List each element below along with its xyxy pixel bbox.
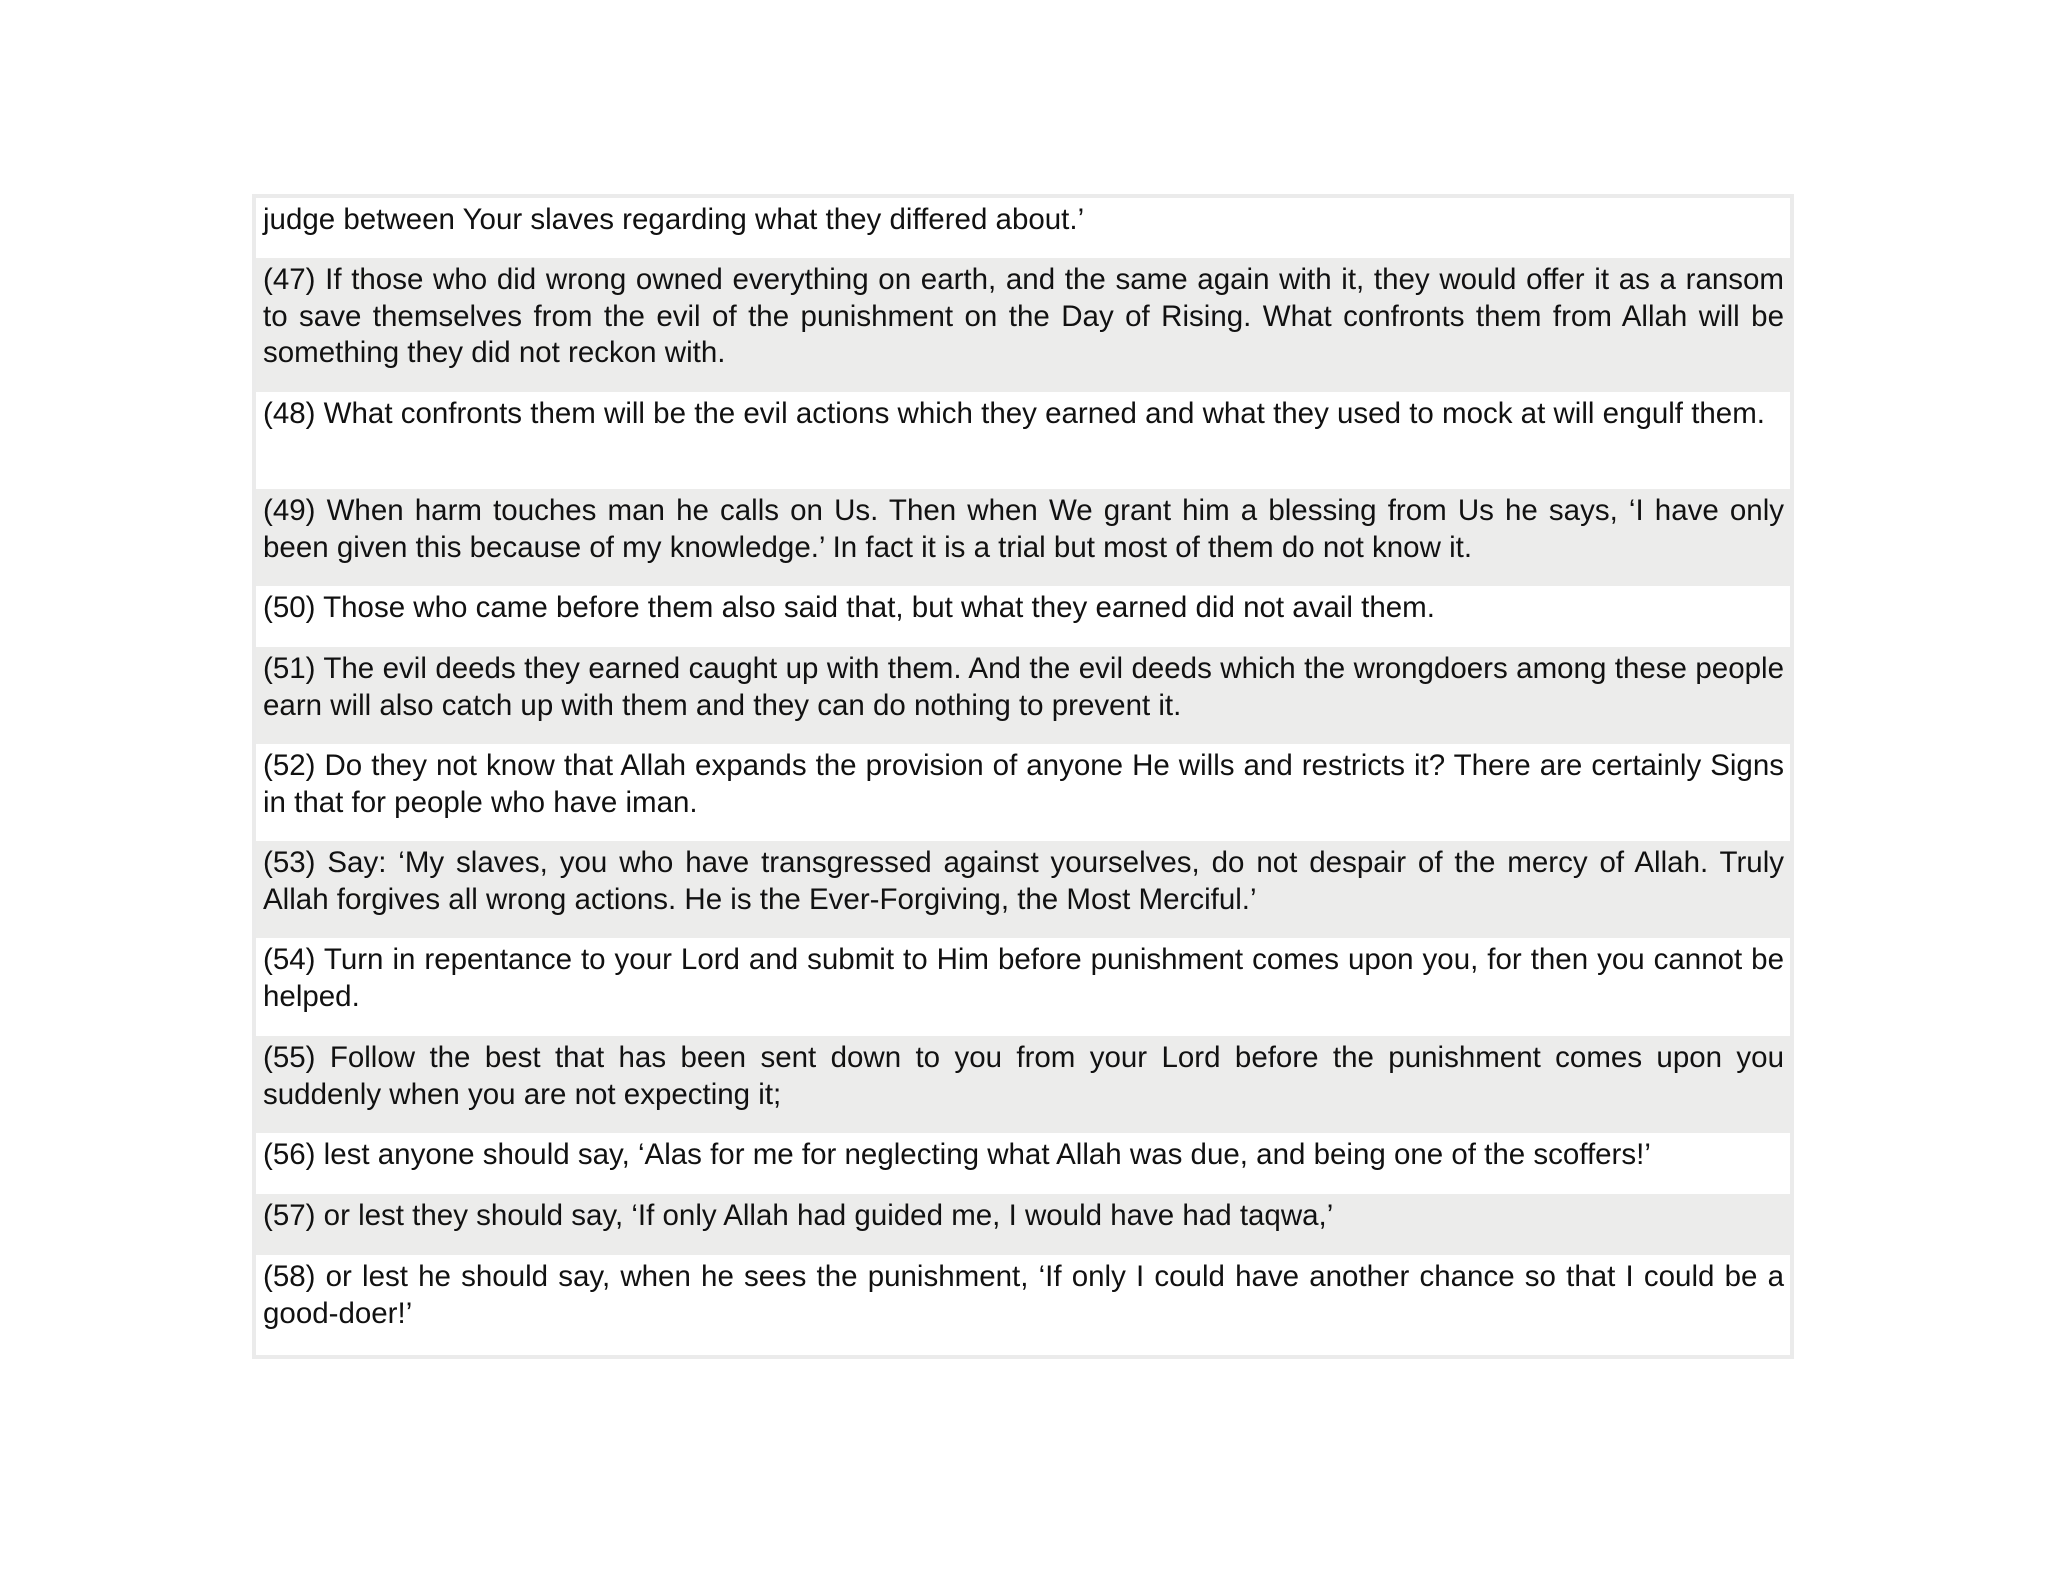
verse-row-50: (50) Those who came before them also said that, but what they earned did not avail them. xyxy=(256,586,1790,647)
verse-table xyxy=(252,194,1794,1359)
verse-row-49: (49) When harm touches man he calls on Us. Then when We grant him a blessing from Us he says, ‘I have only been given this because of my knowledge.’ In fact it is a trial but most of them do not know it. xyxy=(256,489,1790,586)
verse-row-58: (58) or lest he should say, when he sees the punishment, ‘If only I could have another chance so that I could be a good-doer!’ xyxy=(256,1255,1790,1355)
verse-row-continuation: judge between Your slaves regarding what they differed about.’ xyxy=(256,198,1790,258)
verse-row-52: (52) Do they not know that Allah expands the provision of anyone He wills and restricts it? There are certainly Signs in that for people who have iman. xyxy=(256,744,1790,841)
verse-row-57: (57) or lest they should say, ‘If only Allah had guided me, I would have had taqwa,’ xyxy=(256,1194,1790,1255)
verse-row-48: (48) What confronts them will be the evil actions which they earned and what they used to mock at will engulf them. xyxy=(256,392,1790,489)
verse-row-56: (56) lest anyone should say, ‘Alas for me for neglecting what Allah was due, and being one of the scoffers!’ xyxy=(256,1133,1790,1194)
verse-row-54: (54) Turn in repentance to your Lord and submit to Him before punishment comes upon you, for then you cannot be helped. xyxy=(256,938,1790,1036)
verse-row-53: (53) Say: ‘My slaves, you who have transgressed against yourselves, do not despair of the mercy of Allah. Truly Allah forgives all wrong actions. He is the Ever-Forgiving, the Most Merciful.’ xyxy=(256,841,1790,938)
verse-row-51: (51) The evil deeds they earned caught up with them. And the evil deeds which the wrongdoers among these people earn will also catch up with them and they can do nothing to prevent it. xyxy=(256,647,1790,744)
verse-row-47: (47) If those who did wrong owned everything on earth, and the same again with it, they would offer it as a ransom to save themselves from the evil of the punishment on the Day of Rising. What confronts them from Allah will be something they did not reckon with. xyxy=(256,258,1790,392)
verse-row-55: (55) Follow the best that has been sent down to you from your Lord before the punishment comes upon you suddenly when you are not expecting it; xyxy=(256,1036,1790,1133)
